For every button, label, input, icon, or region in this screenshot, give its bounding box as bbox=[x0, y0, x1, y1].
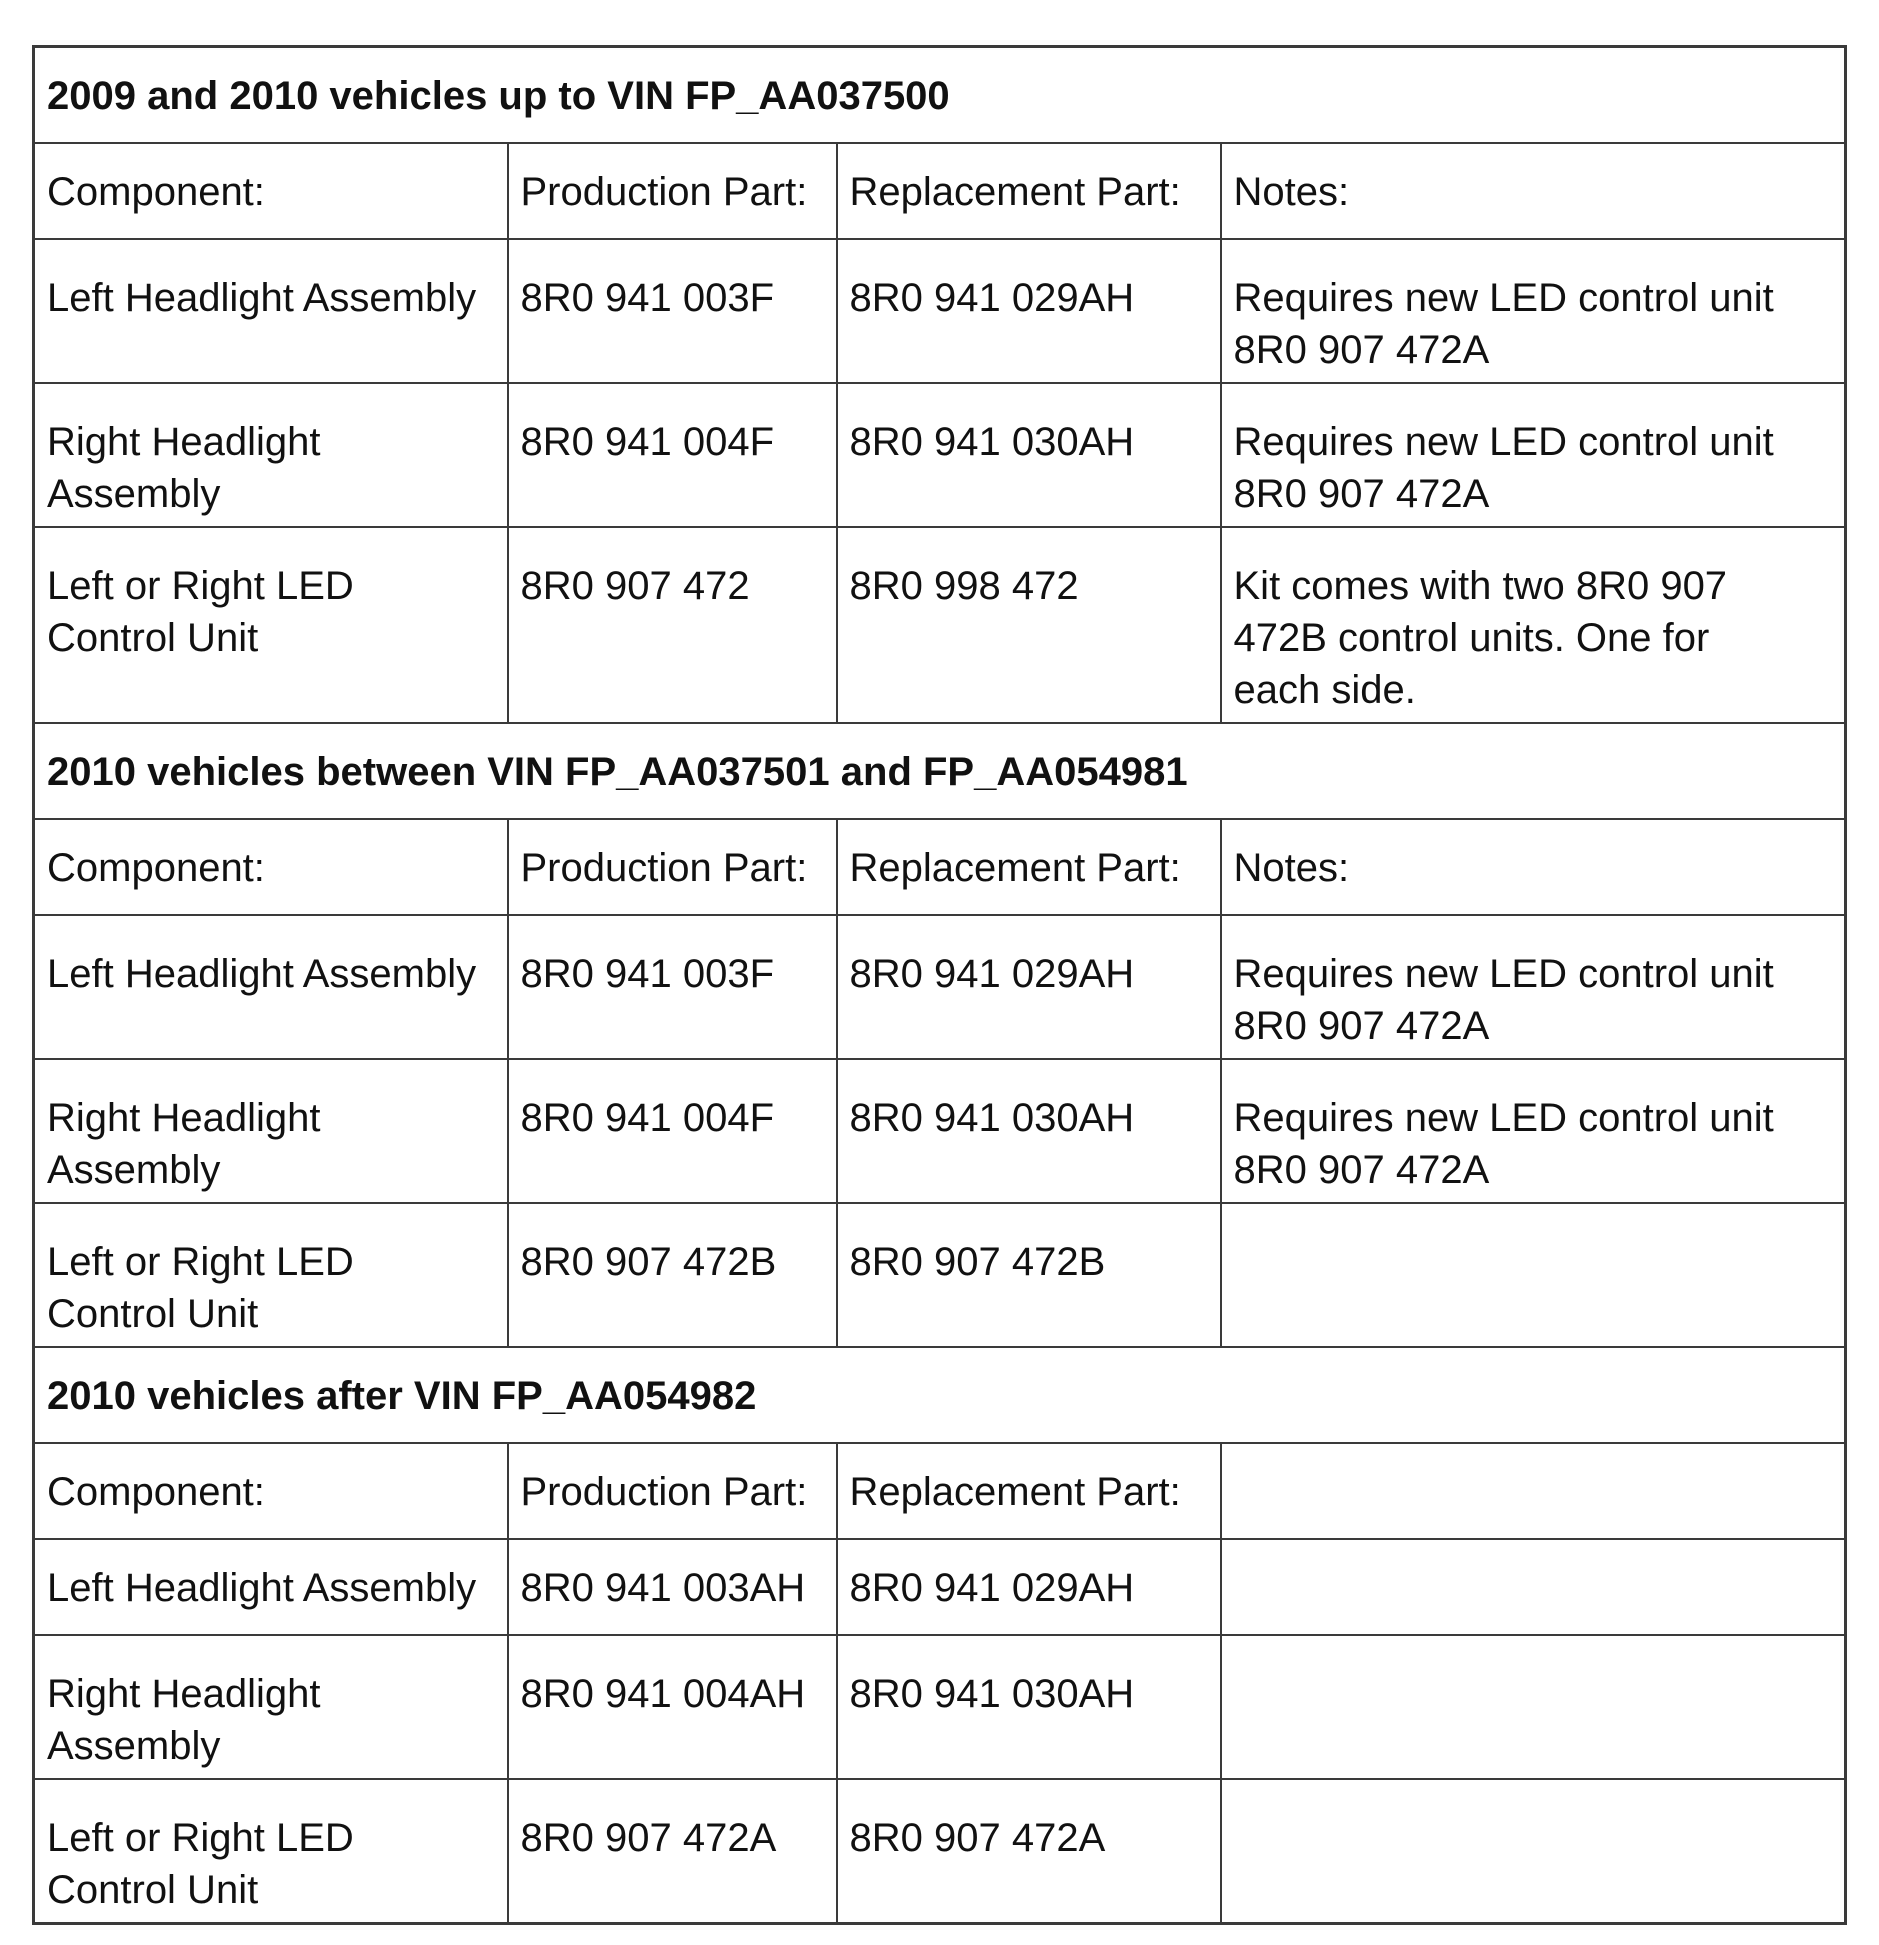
header-cell-replacement-part: Replacement Part: bbox=[837, 819, 1221, 915]
cell-replacement-part: 8R0 941 030AH bbox=[837, 383, 1221, 527]
cell-notes: Requires new LED control unit 8R0 907 472A bbox=[1221, 383, 1846, 527]
cell-production-part: 8R0 941 004F bbox=[508, 1059, 837, 1203]
header-cell-notes bbox=[1221, 1443, 1846, 1539]
cell-production-part: 8R0 941 004F bbox=[508, 383, 837, 527]
section-title-row bbox=[34, 723, 1846, 819]
header-cell-notes: Notes: bbox=[1221, 143, 1846, 239]
cell-replacement-part: 8R0 941 030AH bbox=[837, 1059, 1221, 1203]
table-row bbox=[34, 1203, 1846, 1347]
cell-replacement-part: 8R0 941 029AH bbox=[837, 1539, 1221, 1635]
header-cell-component: Component: bbox=[34, 1443, 508, 1539]
cell-component: Left Headlight Assembly bbox=[34, 1539, 508, 1635]
table-row bbox=[34, 527, 1846, 723]
cell-replacement-part: 8R0 907 472B bbox=[837, 1203, 1221, 1347]
cell-notes: Requires new LED control unit 8R0 907 472A bbox=[1221, 239, 1846, 383]
section-title: 2009 and 2010 vehicles up to VIN FP_AA037500 bbox=[34, 47, 1846, 144]
table-row bbox=[34, 1539, 1846, 1635]
header-cell-component: Component: bbox=[34, 143, 508, 239]
header-cell-replacement-part: Replacement Part: bbox=[837, 143, 1221, 239]
cell-production-part: 8R0 941 003F bbox=[508, 239, 837, 383]
cell-replacement-part: 8R0 941 029AH bbox=[837, 239, 1221, 383]
header-cell-production-part: Production Part: bbox=[508, 1443, 837, 1539]
header-cell-production-part: Production Part: bbox=[508, 819, 837, 915]
cell-production-part: 8R0 941 003F bbox=[508, 915, 837, 1059]
cell-notes bbox=[1221, 1539, 1846, 1635]
table-row bbox=[34, 239, 1846, 383]
cell-replacement-part: 8R0 998 472 bbox=[837, 527, 1221, 723]
cell-production-part: 8R0 941 004AH bbox=[508, 1635, 837, 1779]
cell-replacement-part: 8R0 941 030AH bbox=[837, 1635, 1221, 1779]
table-row bbox=[34, 1635, 1846, 1779]
cell-notes: Requires new LED control unit 8R0 907 472A bbox=[1221, 915, 1846, 1059]
table-row bbox=[34, 1059, 1846, 1203]
header-cell-production-part: Production Part: bbox=[508, 143, 837, 239]
cell-notes bbox=[1221, 1635, 1846, 1779]
table-row bbox=[34, 1779, 1846, 1923]
cell-component: Left Headlight Assembly bbox=[34, 915, 508, 1059]
cell-production-part: 8R0 907 472B bbox=[508, 1203, 837, 1347]
header-cell-component: Component: bbox=[34, 819, 508, 915]
section-title-row bbox=[34, 1347, 1846, 1443]
cell-notes: Kit comes with two 8R0 907 472B control units. One for each side. bbox=[1221, 527, 1846, 723]
cell-production-part: 8R0 907 472 bbox=[508, 527, 837, 723]
cell-production-part: 8R0 907 472A bbox=[508, 1779, 837, 1923]
section-title: 2010 vehicles between VIN FP_AA037501 and FP_AA054981 bbox=[34, 723, 1846, 819]
cell-notes: Requires new LED control unit 8R0 907 472A bbox=[1221, 1059, 1846, 1203]
table-row bbox=[34, 915, 1846, 1059]
cell-component: Left or Right LED Control Unit bbox=[34, 1203, 508, 1347]
cell-replacement-part: 8R0 941 029AH bbox=[837, 915, 1221, 1059]
cell-component: Right Headlight Assembly bbox=[34, 1059, 508, 1203]
cell-component: Left or Right LED Control Unit bbox=[34, 1779, 508, 1923]
cell-replacement-part: 8R0 907 472A bbox=[837, 1779, 1221, 1923]
header-row bbox=[34, 1443, 1846, 1539]
cell-production-part: 8R0 941 003AH bbox=[508, 1539, 837, 1635]
header-cell-notes: Notes: bbox=[1221, 819, 1846, 915]
section-title: 2010 vehicles after VIN FP_AA054982 bbox=[34, 1347, 1846, 1443]
header-row bbox=[34, 819, 1846, 915]
cell-notes bbox=[1221, 1779, 1846, 1923]
cell-notes bbox=[1221, 1203, 1846, 1347]
table-row bbox=[34, 383, 1846, 527]
header-cell-replacement-part: Replacement Part: bbox=[837, 1443, 1221, 1539]
section-title-row bbox=[34, 47, 1846, 144]
header-row bbox=[34, 143, 1846, 239]
cell-component: Left or Right LED Control Unit bbox=[34, 527, 508, 723]
cell-component: Right Headlight Assembly bbox=[34, 1635, 508, 1779]
cell-component: Right Headlight Assembly bbox=[34, 383, 508, 527]
cell-component: Left Headlight Assembly bbox=[34, 239, 508, 383]
parts-table bbox=[32, 45, 1847, 1925]
